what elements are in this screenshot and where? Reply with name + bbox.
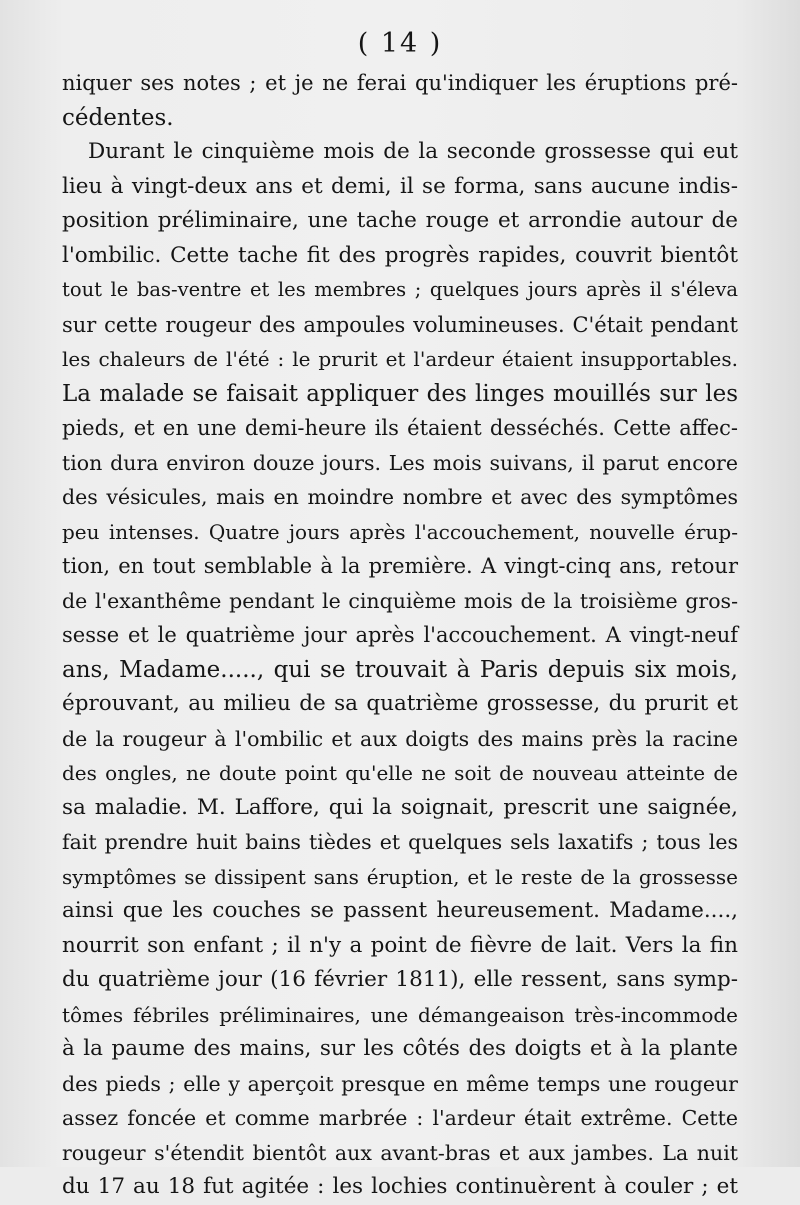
text-line: symptômes se dissipent sans éruption, et le reste de la grossesse: [62, 864, 738, 889]
text-line: sesse et le quatrième jour après l'accouchement. A vingt-neuf: [62, 623, 738, 647]
text-line: tout le bas-ventre et les membres ; quelques jours après il s'éleva: [62, 278, 738, 301]
text-line: tion, en tout semblable à la première. A vingt-cinq ans, retour: [62, 554, 738, 578]
text-line: tion dura environ douze jours. Les mois suivans, il parut encore: [62, 450, 738, 475]
text-line: du quatrième jour (16 février 1811), elle ressent, sans symp-: [62, 967, 738, 992]
text-line: nourrit son enfant ; il n'y a point de fièvre de lait. Vers la fin: [62, 932, 738, 958]
text-line: des ongles, ne doute point qu'elle ne soit de nouveau atteinte de: [62, 761, 738, 785]
text-line: de l'exanthême pendant le cinquième mois de la troisième gros-: [62, 588, 738, 613]
text-line: cédentes.: [62, 104, 174, 131]
text-line: ans, Madame....., qui se trouvait à Paris depuis six mois,: [62, 656, 738, 683]
text-line: des vésicules, mais en moindre nombre et avec des symptômes: [62, 485, 738, 509]
text-line: ainsi que les couches se passent heureusement. Madame....,: [62, 898, 738, 923]
text-line: sur cette rougeur des ampoules volumineuses. C'était pendant: [62, 312, 738, 337]
text-line: tômes fébriles préliminaires, une démangeaison très-incommode: [62, 1002, 738, 1027]
text-line: des pieds ; elle y aperçoit presque en même temps une rougeur: [62, 1071, 738, 1096]
text-line: rougeur s'étendit bientôt aux avant-bras et aux jambes. La nuit: [62, 1140, 738, 1165]
text-line: peu intenses. Quatre jours après l'accouchement, nouvelle érup-: [62, 519, 738, 544]
text-line: à la paume des mains, sur les côtés des doigts et à la plante: [62, 1036, 738, 1061]
text-line: fait prendre huit bains tièdes et quelques sels laxatifs ; tous les: [62, 830, 738, 854]
text-line: niquer ses notes ; et je ne ferai qu'indiquer les éruptions pré-: [62, 71, 738, 95]
text-line: Durant le cinquième mois de la seconde grossesse qui eut: [88, 139, 738, 164]
text-line: position préliminaire, une tache rouge et arrondie autour de: [62, 208, 738, 233]
text-line: assez foncée et comme marbrée : l'ardeur était extrême. Cette: [62, 1106, 738, 1130]
text-line: de la rougeur à l'ombilic et aux doigts des mains près la racine: [62, 726, 738, 751]
text-line: lieu à vingt-deux ans et demi, il se forma, sans aucune indis-: [62, 173, 738, 199]
text-line: les chaleurs de l'été : le prurit et l'ardeur étaient insupportables.: [62, 347, 738, 371]
text-line: La malade se faisait appliquer des linges mouillés sur les: [62, 380, 738, 407]
text-line: du 17 au 18 fut agitée : les lochies continuèrent à couler ; et: [62, 1174, 738, 1199]
text-line: éprouvant, au milieu de sa quatrième grossesse, du prurit et: [62, 691, 738, 716]
text-line: l'ombilic. Cette tache fit des progrès rapides, couvrit bientôt: [62, 242, 738, 268]
text-line: pieds, et en une demi-heure ils étaient desséchés. Cette affec-: [62, 416, 738, 440]
text-line: sa maladie. M. Laffore, qui la soignait, prescrit une saignée,: [62, 794, 738, 820]
body-text: [62, 66, 738, 1205]
page-number: ( 14 ): [357, 28, 443, 59]
